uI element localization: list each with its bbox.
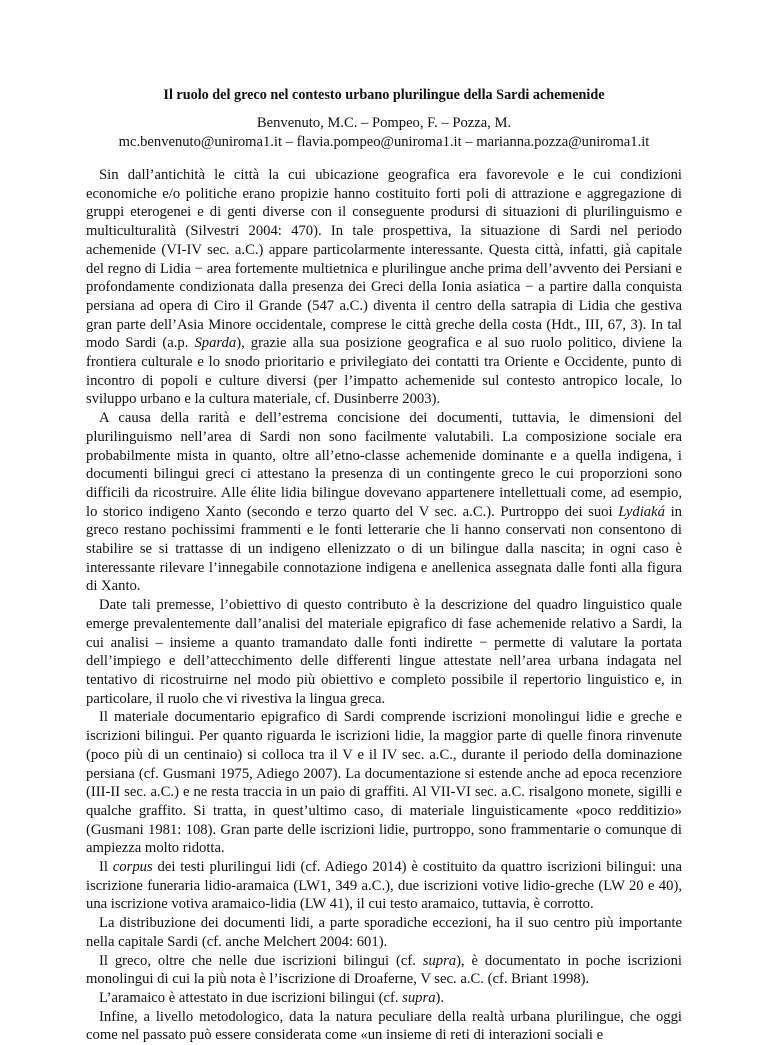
paragraph: L’aramaico è attestato in due iscrizioni bilingui (cf. supra). xyxy=(99,989,445,1006)
paragraph: Il corpus dei testi plurilingui lidi (cf. Adiego 2014) è costituito da quattro iscrizioni bilingui: una iscrizione funeraria lidio-aramaica (LW1, 349 a.C.), due iscrizioni votive lidio-greche (LW 20 e 40), una iscrizione votiva aramaico-lidia (LW 41), il cui testo aramaico, tuttavia, è corrotto. xyxy=(86,859,682,913)
paragraph: Sin dall’antichità le città la cui ubicazione geografica era favorevole e le cui condizioni economiche e/o politiche erano propizie hanno costituito forti poli di attrazione e aggregazione di gruppi eterogenei e di genti diverse con il conseguente prodursi di situazioni di plurilinguismo e multiculturalità (Silvestri 2004: 470). In tale prospettiva, la situazione di Sardi nel periodo achemenide (VI-IV sec. a.C.) appare particolarmente interessante. Questa città, infatti, già capitale del regno di Lidia − area fortemente multietnica e plurilingue anche prima dell’avvento dei Persiani e profondamente condizionata dalla presenza dei Greci della Ionia asiatica − a partire dalla conquista persiana ad opera di Ciro il Grande (547 a.C.) diventa il centro della satrapia di Lidia che gestiva gran parte dell’Asia Minore occidentale, comprese le città greche della costa (Hdt., III, 67, 3). In tal modo Sardi (a.p. Sparda), grazie alla sua posizione geografica e al suo ruolo politico, diviene la frontiera culturale e lo snodo prioritario e privilegiato dei contatti tra Oriente e Occidente, punto di incontro di popoli e culture diversi (per l’impatto achemenide sul contesto antropico locale, lo sviluppo urbano e la cultura materiale, cf. Dusinberre 2003). xyxy=(86,167,683,408)
italic-term: corpus xyxy=(112,859,153,876)
body-text xyxy=(86,166,682,1045)
paragraph: Date tali premesse, l’obiettivo di questo contributo è la descrizione del quadro linguistico quale emerge prevalentemente dall’analisi del materiale epigrafico di fase achemenide relativo a Sardi, la cui analisi – insieme a quanto tramandato dalle fonti indirette − permette di valutare la portata dell’impiego e dell’attecchimento delle differenti lingue attestate nell’area urbana indagata nel tentativo di ricostruirne nel modo più obiettivo e completo possibile il repertorio linguistico e, in particolare, il ruolo che vi rivestiva la lingua greca. xyxy=(86,597,682,707)
author-list: Benvenuto, M.C. – Pompeo, F. – Pozza, M. xyxy=(256,115,512,131)
italic-term: Lydiaká xyxy=(618,503,665,520)
paragraph: Infine, a livello metodologico, data la natura peculiare della realtà urbana plurilingue, che oggi come nel passato può essere considerata come «un insieme di reti di interazioni sociali e xyxy=(86,1008,682,1044)
paragraph: A causa della rarità e dell’estrema concisione dei documenti, tuttavia, le dimensioni del plurilinguismo nell’area di Sardi non sono facilmente valutabili. La composizione sociale era probabilmente mista in quanto, oltre all’etno-classe achemenide dominante e a quella indigena, i documenti bilingui greci ci attestano la presenza di un contingente greco le cui proporzioni sono difficili da ricostruire. Alle élite lidia bilingue dovevano appartenere intellettuali come, ad esempio, lo storico indigeno Xanto (secondo e terzo quarto del V sec. a.C.). Purtroppo dei suoi Lydiaká in greco restano pochissimi frammenti e le fonti letterarie che li hanno conservati non consentono di stabilire se si trattasse di un indigeno ellenizzato o di un bilingue dalla nascita; in ogni caso è interessante rilevare l’innegabile connotazione indigena e anellenica assegnata dalle fonti alla figura di Xanto. xyxy=(86,410,682,595)
italic-term: supra xyxy=(402,989,436,1006)
paragraph: La distribuzione dei documenti lidi, a parte sporadiche eccezioni, ha il suo centro più importante nella capitale Sardi (cf. anche Melchert 2004: 601). xyxy=(86,915,682,950)
italic-term: Sparda xyxy=(194,335,237,352)
paragraph: Il materiale documentario epigrafico di Sardi comprende iscrizioni monolingui lidie e greche e iscrizioni bilingui. Per quanto riguarda le iscrizioni lidie, la maggior parte di quelle finora rinvenute (poco più di un centinaio) si colloca tra il V e il IV sec. a.C., durante il periodo della dominazione persiana (cf. Gusmani 1975, Adiego 2007). La documentazione si estende anche ad epoca recenziore (III-II sec. a.C.) e ne resta traccia in un paio di graffiti. Al VII-VI sec. a.C. risalgono monete, sigilli e qualche graffito. Si tratta, in quest’ultimo caso, di materiale linguisticamente «poco redditizio» (Gusmani 1981: 108). Gran parte delle iscrizioni lidie, purtroppo, sono frammentarie o comunque di ampiezza molto ridotta. xyxy=(86,709,682,857)
paper-title: Il ruolo del greco nel contesto urbano plurilingue della Sardi achemenide xyxy=(163,87,605,103)
author-emails: mc.benvenuto@uniroma1.it – flavia.pompeo@uniroma1.it – marianna.pozza@uniroma1.it xyxy=(118,134,650,150)
italic-term: supra xyxy=(422,952,457,969)
paragraph: Il greco, oltre che nelle due iscrizioni bilingui (cf. supra), è documentato in poche iscrizioni monolingui di cui la più nota è l’iscrizione di Droaferne, V sec. a.C. (cf. Briant 1998). xyxy=(86,952,682,988)
